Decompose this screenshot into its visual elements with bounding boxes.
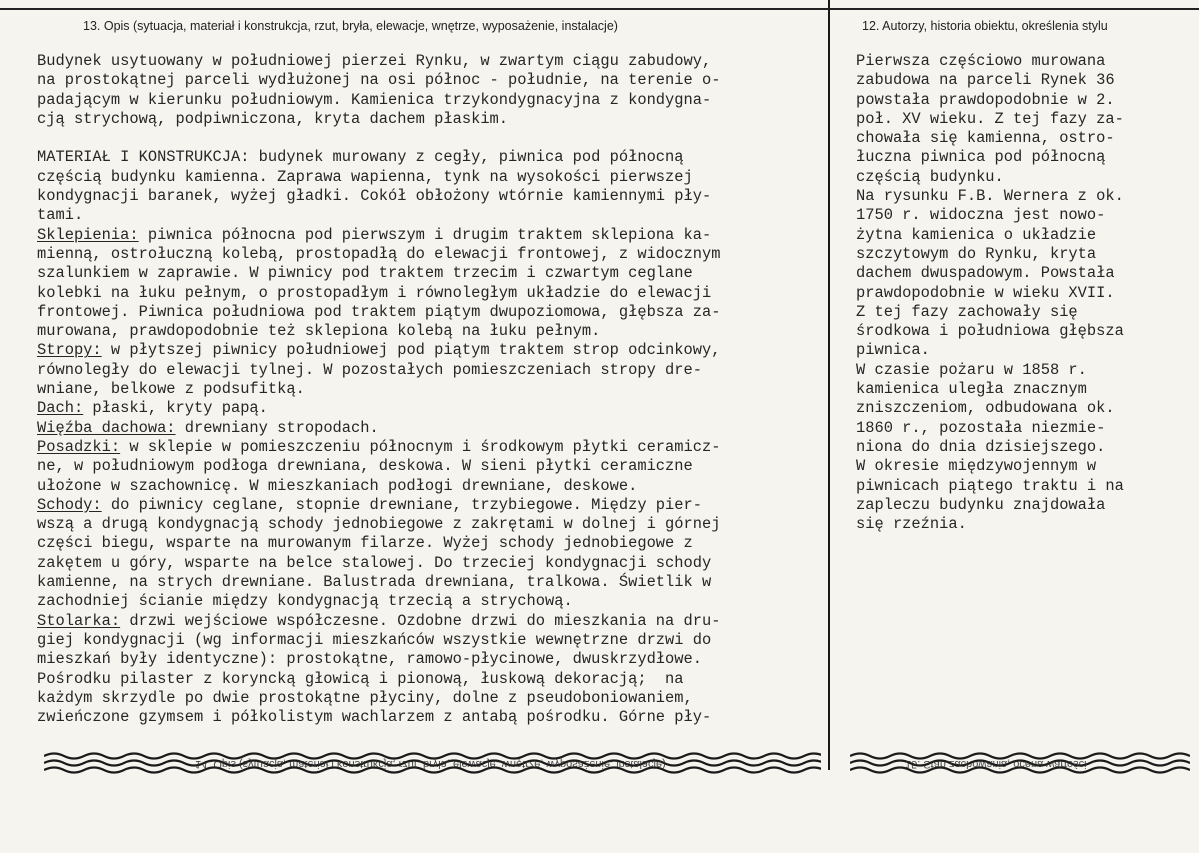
text-line: Na rysunku F.B. Wernera z ok. [856,187,1124,206]
section-text: do piwnicy ceglane, stopnie drewniane, trzybiegowe. Między pier- [101,495,702,514]
text-line: kamienne, na strych drewniane. Balustrada drewniana, tralkowa. Świetlik w [37,573,712,592]
text-line: zwieńczone gzymsem i półkolistym wachlarzem z antabą pośrodku. Górne pły- [37,708,712,727]
text-line: równoległy do elewacji tylnej. W pozostałych pomieszczeniach stropy dre- [37,360,702,379]
text-line: Z tej fazy zachowały się [856,302,1078,321]
text-line: tami. [37,206,84,225]
paragraph-gap [37,129,817,148]
section-label: Stolarka: [37,611,121,630]
text-line: kamienica uległa znacznym [856,380,1087,399]
section-label: Schody: [37,495,102,514]
text-line: zabudowa na parceli Rynek 36 [856,71,1115,90]
text-line: ułożone w szachownicę. W mieszkaniach podłogi drewniane, deskowe. [37,476,638,495]
header-description: 13. Opis (sytuacja, materiał i konstrukcja, rzut, bryła, elewacje, wnętrze, wyposażenie, instalacje) [83,19,618,33]
bleed-through-text-right: 15. Stan zachowania, ocena wartości [905,758,1087,770]
history-column [856,52,1186,534]
text-line: zachodniej ścianie między kondygnacją trzecią a strychową. [37,592,573,611]
section-text: drewniany stropodach. [175,418,379,437]
text-line: padającym w kierunku południowym. Kamienica trzykondygnacyjna z kondygna- [37,90,712,109]
bleed-through-text-left: 14. Opis (sytuacja, materiał i konstrukcja, rzut, bryła, elewacje, wnętrze, wyposażenie, instalacje) [195,758,666,770]
section-first-line [37,341,817,360]
text-line: wszą a drugą kondygnacją schody jednobiegowe z zakrętami w dolnej i górnej [37,515,721,534]
text-line: wniane, belkowe z podsufitką. [37,380,305,399]
section-text: drzwi wejściowe współczesne. Ozdobne drzwi do mieszkania na dru- [120,611,721,630]
text-line: mienną, ostrołuczną kolebą, prostopadłą do elewacji frontowej, z widocznym [37,244,721,263]
text-line: zapleczu budynku znajdowała [856,495,1106,514]
description-column [37,52,817,727]
section-label: Stropy: [37,341,102,360]
text-line: chowała się kamienna, ostro- [856,129,1115,148]
header-history: 12. Autorzy, historia obiektu, określenia stylu [862,19,1108,33]
text-line: piwnicach piątego traktu i na [856,476,1124,495]
text-line: niona do dnia dzisiejszego. [856,437,1106,456]
text-line: Budynek usytuowany w południowej pierzei Rynku, w zwartym ciągu zabudowy, [37,52,712,70]
text-line: każdym skrzydle po dwie prostokątne płyciny, dolne z pseudoboniowaniem, [37,688,693,707]
section-first-line [37,419,817,438]
text-line: mieszkań były identyczne): prostokątne, ramowo-płycinowe, dwuskrzydłowe. [37,650,702,669]
text-line: środkowa i południowa głębsza [856,322,1124,341]
section-text: piwnica północna pod pierwszym i drugim traktem sklepiona ka- [138,225,712,244]
section-first-line [37,438,817,457]
text-line: żytna kamienica o układzie [856,225,1097,244]
text-line: 1750 r. widoczna jest nowo- [856,206,1106,225]
text-line: częścią budynku kamienna. Zaprawa wapienna, tynk na wysokości pierwszej [37,167,693,186]
text-line: W czasie pożaru w 1858 r. [856,360,1087,379]
text-line: zakętem u góry, wsparte na belce stalowej. Do trzeciej kondygnacji schody [37,553,712,572]
text-line: murowana, prawdopodobnie też sklepiona kolebą na łuku pełnym. [37,322,601,341]
section-text: płaski, kryty papą. [83,399,268,418]
text-line: kolebki na łuku pełnym, o prostopadłym i równoległym układzie do elewacji [37,283,712,302]
text-line: prawdopodobnie w wieku XVII. [856,283,1115,302]
section-first-line [37,226,817,245]
section-label: Posadzki: [37,437,121,456]
column-divider [828,0,830,770]
text-line: powstała prawdopodobnie w 2. [856,90,1115,109]
text-line: zniszczeniom, odbudowana ok. [856,399,1115,418]
section-label: Dach: [37,399,84,418]
section-first-line [37,496,817,515]
section-label: Sklepienia: [37,225,139,244]
text-line: łuczna piwnica pod północną [856,148,1106,167]
text-line: szczytowym do Rynku, kryta [856,244,1097,263]
text-line: ne, w południowym podłoga drewniana, deskowa. W sieni płytki ceramiczne [37,457,693,476]
text-line: się rzeźnia. [856,515,967,534]
text-line: W okresie międzywojennym w [856,457,1097,476]
section-text: w płytszej piwnicy południowej pod piątym traktem strop odcinkowy, [101,341,721,360]
text-line: częścią budynku. [856,167,1004,186]
top-rule [0,8,1199,10]
section-first-line [37,399,817,418]
text-line: kondygnacji baranek, wyżej gładki. Cokół obłożony wtórnie kamiennymi pły- [37,187,712,206]
text-line: szalunkiem w zaprawie. W piwnicy pod traktem trzecim i czwartym ceglane [37,264,693,283]
text-line: dachem dwuspadowym. Powstała [856,264,1115,283]
section-text: w sklepie w pomieszczeniu północnym i środkowym płytki ceramicz- [120,437,721,456]
text-line: frontowej. Piwnica południowa pod traktem piątym dwupoziomowa, głębsza za- [37,302,721,321]
text-line: cją strychową, podpiwniczona, kryta dachem płaskim. [37,109,509,128]
text-line: na prostokątnej parceli wydłużonej na osi północ - południe, na terenie o- [37,71,721,90]
section-first-line [37,612,817,631]
text-line: giej kondygnacji (wg informacji mieszkańców wszystkie wewnętrzne drzwi do [37,630,712,649]
text-line: 1860 r., pozostała niezmie- [856,418,1106,437]
section-label: Więźba dachowa: [37,418,176,437]
text-line: części biegu, wsparte na murowanym filarze. Wyżej schody jednobiegowe z [37,534,693,553]
text-line: Pośrodku pilaster z koryncką głowicą i pionową, łuskową dekoracją; na [37,669,684,688]
text-line: poł. XV wieku. Z tej fazy za- [856,109,1124,128]
text-line: Pierwsza częściowo murowana [856,52,1106,70]
section-first-line [37,148,817,167]
section-text: MATERIAŁ I KONSTRUKCJA: budynek murowany z cegły, piwnica pod północną [37,148,684,167]
text-line: piwnica. [856,341,930,360]
